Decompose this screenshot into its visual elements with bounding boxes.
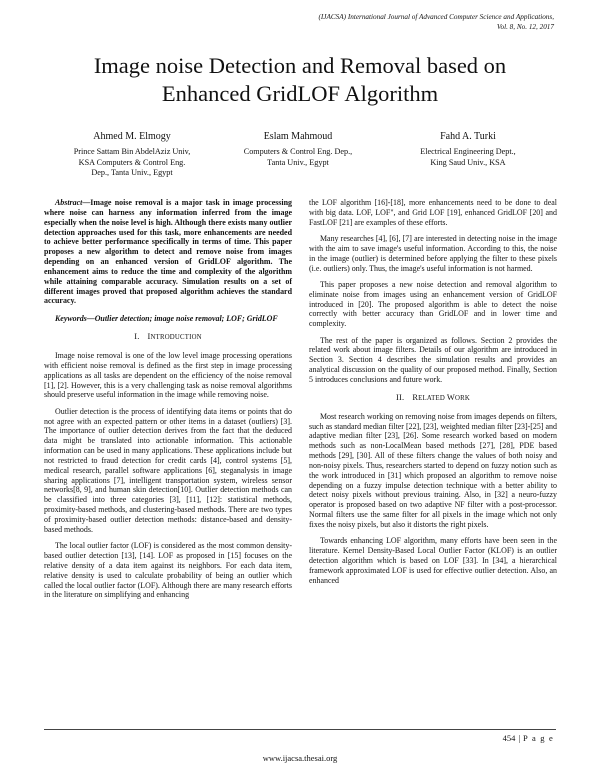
abstract-label: Abstract [55,198,83,207]
paragraph: This paper proposes a new noise detection and removal algorithm to eliminate noise from images using an enhancement version of GridLOF introduced in [20]. The proposed algorithm is able to detect the noise correctly with better accuracy than GridLOF and in lower time and complexity. [309,279,557,329]
author-name: Fahd A. Turki [440,131,496,142]
abstract [44,198,292,306]
footer-divider [44,729,556,730]
author-2 [208,130,388,168]
paragraph: The local outlier factor (LOF) is considered as the most common density-based outlier detection [13], [14]. LOF as proposed in [15] focuses on the relative density of a data item against its neighbors. For each data item, relative density is used to calculate probability of being an outlier which called the local outlier factor (LOF). Although there are many research efforts in the literature on simplifying and enhancing [44,541,292,600]
paragraph: Image noise removal is one of the low level image processing operations with efficient noise removal is defined as the first step in image processing applications as all tasks are dependent on the efficiency of the noise removal [1], [2]. However, this is a very challenging task as noise removal algorithms should preserve useful information in the image while removing noise. [44,350,292,400]
abstract-text: —Image noise removal is a major task in image processing where noise can harness any information inferred from the image especially when the noise level is high. Although there exists many outlier detection approaches used for this task, more enhancements are needed to achieve better performance specifically in terms of time. This paper proposes a new algorithm to detect and remove noise from images depending on an enhanced version of GridLOF algorithm. The enhancement aims to reduce the time and complexity of the algorithm while attaining comparable accuracy. Simulation results on a set of different images proved that proposed algorithm achieves the standard accuracy. [44,198,292,306]
title-line-2: Enhanced GridLOF Algorithm [161,81,439,106]
paragraph: Outlier detection is the process of identifying data items or points that do not agree with an expected pattern or other items in a dataset (outliers) [3]. The importance of outlier detection derives from the fact that the deduced data might be translated into actionable information. This actionable information can be used in many applications. These applications include but not restricted to fraud detection for credit cards [4], control systems [5], medical research, parallel software applications [6], steganalysis in image sharing applications [7], intelligent transportation system, wireless sensor networks[8, 9], and human skin detection[10]. Outlier detection methods can be classified into three categories [3], [11], [12]: statistical methods, proximity-based methods, and clustering-based methods. There are two types of proximity-based outlier detection methods: distance-based and density-based methods. [44,406,292,534]
section-heading-introduction: I. INTRODUCTION [134,332,202,342]
paragraph: the LOF algorithm [16]-[18], more enhancements need to be done to deal with big data. LOF, LOF", and Grid LOF [19], enhanced GridLOF [20] and FastLOF [21] are examples of these efforts. [309,198,557,227]
left-column [44,198,292,607]
page-number: 454 | P a g e [502,733,554,743]
paragraph: Many researches [4], [6], [7] are interested in detecting noise in the image with the aim to save image's useful information. According to this, the noise in the image (outlier) is determined before applying the filter to these pixels (i.e. outliers) only. Thus, the image's useful information is not harmed. [309,234,557,273]
author-affiliation: KSA Computers & Control Eng. [78,157,186,167]
author-affiliation: Prince Sattam Bin AbdelAziz Univ, [73,147,191,156]
author-1 [42,130,222,179]
paragraph: Towards enhancing LOF algorithm, many efforts have been seen in the literature. Kernel Density-Based Local Outlier Factor (KLOF) is an outlier detection algorithm which is based on LOF [33]. In [34], a hierarchical framework approximated LOF is used for effective outlier detection. Also, an enhanced [309,536,557,585]
journal-volume: Vol. 8, No. 12, 2017 [496,23,554,31]
author-name: Ahmed M. Elmogy [93,131,171,142]
section-heading-related-work: II. RELATED WORK [396,392,470,402]
paper-title [0,52,600,108]
journal-name: (IJACSA) International Journal of Advanced Computer Science and Applications, [318,13,554,21]
paragraph: The rest of the paper is organized as follows. Section 2 provides the related work about image filters. Details of our algorithm are introduced in Section 3. Section 4 describes the simulation results and provides an analytical discussion on the quality of our proposed method. Finally, Section 5 introduces conclusions and future work. [309,335,557,384]
author-name: Eslam Mahmoud [263,131,333,142]
journal-website: www.ijacsa.thesai.org [262,753,338,763]
author-affiliation: Tanta Univ., Egypt [267,157,329,167]
author-affiliation: King Saud Univ., KSA [430,157,506,167]
author-affiliation: Dep., Tanta Univ., Egypt [91,168,173,178]
keywords: Keywords—Outlier detection; image noise removal; LOF; GridLOF [55,314,278,324]
author-3 [378,130,558,168]
author-affiliation: Computers & Control Eng. Dep., [243,147,353,156]
journal-header [134,12,554,32]
paragraph: Most research working on removing noise from images depends on filters, such as standard median filter [22], [23], weighted median filter [23]-[25] and adaptive median filter [23], [26]. Some research worked based on modern methods such as non-LocalMean based methods [27], [28], PDE based methods [29], [30]. All of these filters change the values of both noisy and non-noisy pixels. Thus, researchers started to depend on fuzzy notion such as the work introduced in [31] which proposed an algorithm to remove noise depending on a fuzzy impulse detection technique with a better ability to detect noisy pixels without previous training. Also, in [32] a neuro-fuzzy operator is proposed based on two adaptive NF filter with a post-processor. Normal filters use the same filter for all pixels in the image which not only fixes the noisy pixels, but also it distorts the right pixels. [309,411,557,529]
author-affiliation: Electrical Engineering Dept., [420,147,516,156]
title-line-1: Image noise Detection and Removal based on [93,53,507,78]
right-column [309,198,557,592]
